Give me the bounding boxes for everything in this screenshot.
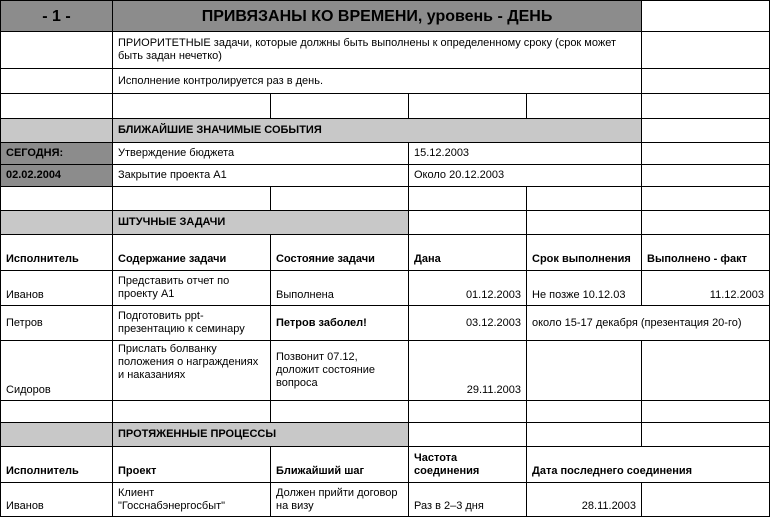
event-name: Закрытие проекта А1 [113, 165, 409, 187]
tasks-header-row [1, 235, 770, 271]
task-given: 01.12.2003 [409, 271, 527, 306]
process-executor: Иванов [1, 483, 113, 517]
sheet-number: - 1 - [1, 1, 113, 32]
task-deadline [527, 341, 642, 401]
task-executor: Иванов [1, 271, 113, 306]
task-status: Выполнена [271, 271, 409, 306]
tasks-section-row [1, 211, 770, 235]
col-header-frequency: Частота соединения [409, 447, 527, 483]
col-header-content: Содержание задачи [113, 235, 271, 271]
col-header-executor: Исполнитель [1, 447, 113, 483]
process-last-contact: 28.11.2003 [527, 483, 642, 517]
task-row [1, 271, 770, 306]
intro-control-text: Исполнение контролируется раз в день. [113, 69, 642, 94]
col-header-executor: Исполнитель [1, 235, 113, 271]
event-name: Утверждение бюджета [113, 143, 409, 165]
col-header-next-step: Ближайший шаг [271, 447, 409, 483]
col-header-given: Дана [409, 235, 527, 271]
task-done [642, 341, 770, 401]
task-row [1, 306, 770, 341]
task-content: Представить отчет по проекту А1 [113, 271, 271, 306]
col-header-status: Состояние задачи [271, 235, 409, 271]
events-section-title: БЛИЖАЙШИЕ ЗНАЧИМЫЕ СОБЫТИЯ [113, 119, 642, 143]
task-done: 11.12.2003 [642, 271, 770, 306]
col-header-done: Выполнено - факт [642, 235, 770, 271]
task-given: 29.11.2003 [409, 341, 527, 401]
task-executor: Петров [1, 306, 113, 341]
today-label: СЕГОДНЯ: [1, 143, 113, 165]
task-content: Прислать болванку положения о награждениях и наказаниях [113, 341, 271, 401]
intro-row-1 [1, 32, 770, 69]
event-date: Около 20.12.2003 [409, 165, 642, 187]
task-status: Позвонит 07.12, доложит состояние вопроса [271, 341, 409, 401]
event-row [1, 143, 770, 165]
process-project-line1: Клиент [118, 486, 155, 499]
spacer-row [1, 401, 770, 423]
process-frequency: Раз в 2–3 дня [409, 483, 527, 517]
processes-header-row [1, 447, 770, 483]
process-next-step: Должен прийти договор на визу [271, 483, 409, 517]
col-header-last-contact: Дата последнего соединения [527, 447, 770, 483]
process-row [1, 483, 770, 517]
events-section-row [1, 119, 770, 143]
intro-priority-text: ПРИОРИТЕТНЫЕ задачи, которые должны быть выполнены к определенному сроку (срок может быть задан нечетко) [113, 32, 642, 69]
process-project [113, 483, 271, 517]
page-title: ПРИВЯЗАНЫ КО ВРЕМЕНИ, уровень - ДЕНЬ [113, 1, 642, 32]
event-date: 15.12.2003 [409, 143, 642, 165]
process-project-line2: "Госснабэнергосбыт" [118, 499, 226, 512]
event-row [1, 165, 770, 187]
task-deadline: около 15-17 декабря (презентация 20-го) [527, 306, 770, 341]
tasks-section-title: ШТУЧНЫЕ ЗАДАЧИ [113, 211, 409, 235]
title-row [1, 1, 770, 32]
task-executor: Сидоров [1, 341, 113, 401]
task-given: 03.12.2003 [409, 306, 527, 341]
processes-section-row [1, 423, 770, 447]
today-date: 02.02.2004 [1, 165, 113, 187]
task-row [1, 341, 770, 401]
col-header-deadline: Срок выполнения [527, 235, 642, 271]
col-header-project: Проект [113, 447, 271, 483]
spacer-row [1, 187, 770, 211]
task-content: Подготовить ppt-презентацию к семинару [113, 306, 271, 341]
spacer-row [1, 94, 770, 119]
task-status: Петров заболел! [271, 306, 409, 341]
processes-section-title: ПРОТЯЖЕННЫЕ ПРОЦЕССЫ [113, 423, 409, 447]
task-deadline: Не позже 10.12.03 [527, 271, 642, 306]
intro-row-2 [1, 69, 770, 94]
